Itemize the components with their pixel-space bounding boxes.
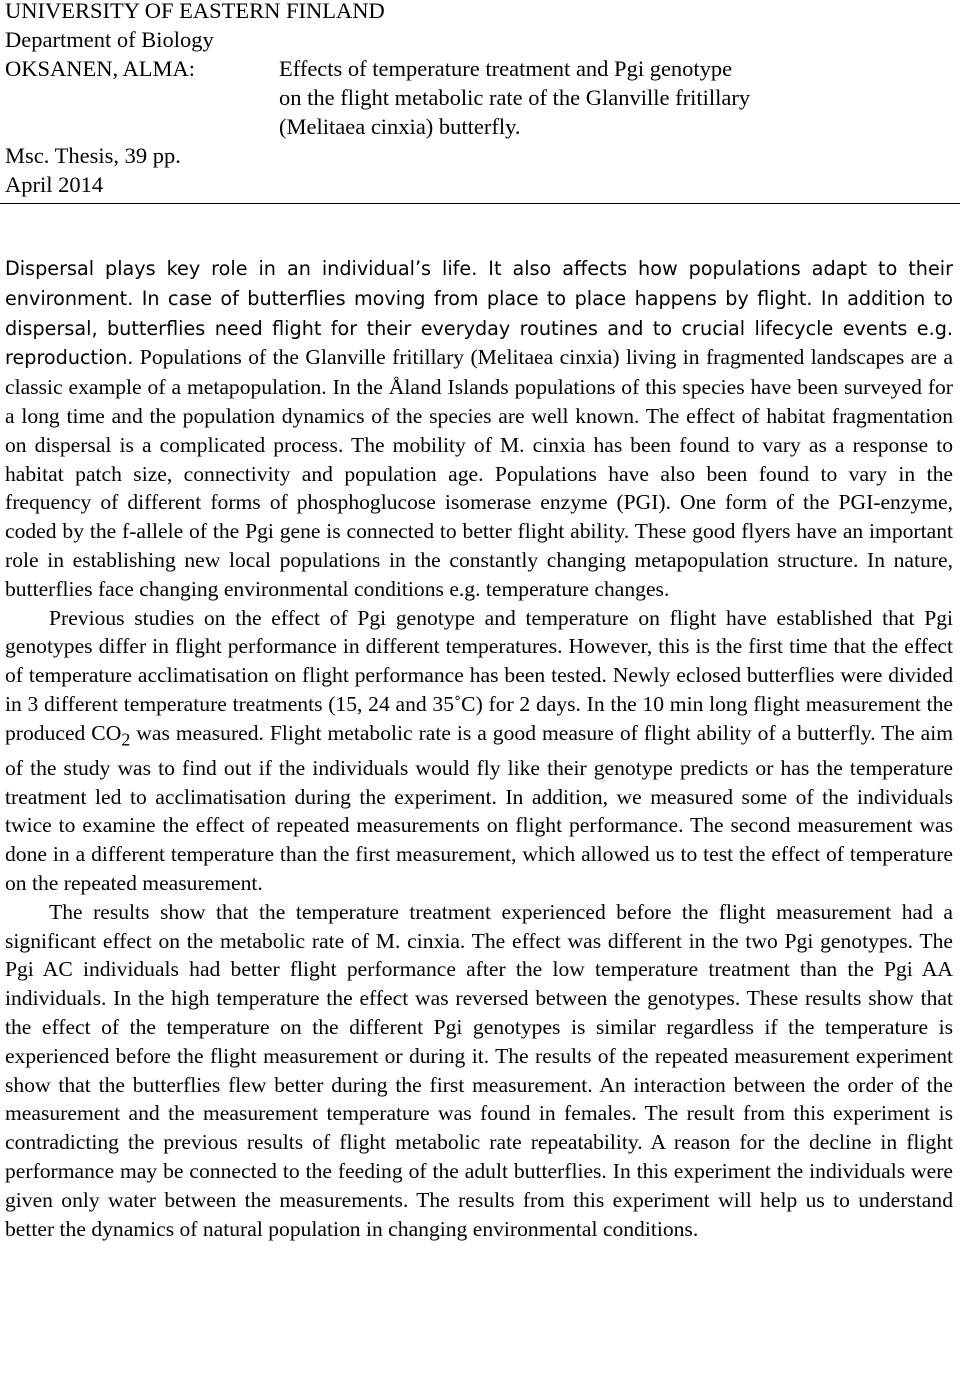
- thesis-info: Msc. Thesis, 39 pp.: [5, 143, 181, 168]
- abstract-paragraph-2-part-b: was measured. Flight metabolic rate is a good measure of flight ability of a butterfly. The aim of the study was to find out if the individuals would fly like their genotype predicts or has the temperature treatment led to acclimatisation during the experiment. In addition, we measured some of the individuals twice to examine the effect of repeated measurements on flight performance. The second measurement was done in a different temperature than the first measurement, which allowed us to test the effect of temperature on the repeated measurement.: [5, 720, 953, 896]
- abstract-body: [5, 254, 953, 1243]
- department-name: Department of Biology: [5, 27, 214, 52]
- header-divider: [0, 203, 960, 204]
- university-name: UNIVERSITY OF EASTERN FINLAND: [5, 0, 385, 23]
- abstract-paragraph-3: The results show that the temperature treatment experienced before the flight measurement had a significant effect on the metabolic rate of M. cinxia. The effect was different in the two Pgi genotypes. The Pgi AC individuals had better flight performance after the low temperature treatment than the Pgi AA individuals. In the high temperature the effect was reversed between the genotypes. These results show that the effect of the temperature on the different Pgi genotypes is similar regardless if the temperature is experienced before the flight measurement or during it. The results of the repeated measurement experiment show that the butterflies flew better during the first measurement. An interaction between the order of the measurement and the measurement temperature was found in females. The result from this experiment is contradicting the previous results of flight metabolic rate repeatability. A reason for the decline in flight performance may be connected to the feeding of the adult butterflies. In this experiment the individuals were given only water between the measurements. The results from this experiment will help us to understand better the dynamics of natural population in changing environmental conditions.: [5, 899, 953, 1241]
- author-name: OKSANEN, ALMA:: [5, 56, 196, 81]
- abstract-paragraph-1-lead: Dispersal plays key role in an individual’s life. It also affects how populations adapt to their environment. In case of butterflies moving from place to place happens by flight. In addition to dispersal, butterflies need flight for their everyday routines and to crucial lifecycle events e.g. reproduction.: [5, 257, 953, 370]
- abstract-paragraph-2-part-a: Previous studies on the effect of Pgi genotype and temperature on flight have established that Pgi genotypes differ in flight performance in different temperatures. However, this is the first time that the effect of temperature acclimatisation on flight performance has been tested. Newly eclosed butterflies were divided in 3 different temperature treatments (15, 24 and 35˚C) for 2 days. In the 10 min long flight measurement the produced CO: [5, 605, 953, 745]
- thesis-header: [5, 0, 954, 200]
- thesis-title-line: (Melitaea cinxia) butterfly.: [279, 114, 521, 139]
- thesis-date: April 2014: [5, 172, 104, 197]
- abstract-paragraph-2: [5, 604, 953, 898]
- abstract-paragraph-1-rest: Populations of the Glanville fritillary (Melitaea cinxia) living in fragmented landscapes are a classic example of a metapopulation. In the Åland Islands populations of this species have been surveyed for a long time and the population dynamics of the species are well known. The effect of habitat fragmentation on dispersal is a complicated process. The mobility of M. cinxia has been found to vary as a response to habitat patch size, connectivity and population age. Populations have also been found to vary in the frequency of different forms of phosphoglucose isomerase enzyme (PGI). One form of the PGI-enzyme, coded by the f-allele of the Pgi gene is connected to better flight ability. These good flyers have an important role in establishing new local populations in the constantly changing metapopulation structure. In nature, butterflies face changing environmental conditions e.g. temperature changes.: [5, 345, 953, 601]
- thesis-title: [279, 54, 750, 141]
- abstract-paragraph-1: [5, 254, 953, 604]
- thesis-title-line: Effects of temperature treatment and Pgi genotype: [279, 56, 733, 81]
- co2-subscript: 2: [121, 729, 131, 750]
- thesis-title-line: on the flight metabolic rate of the Glanville fritillary: [279, 85, 751, 110]
